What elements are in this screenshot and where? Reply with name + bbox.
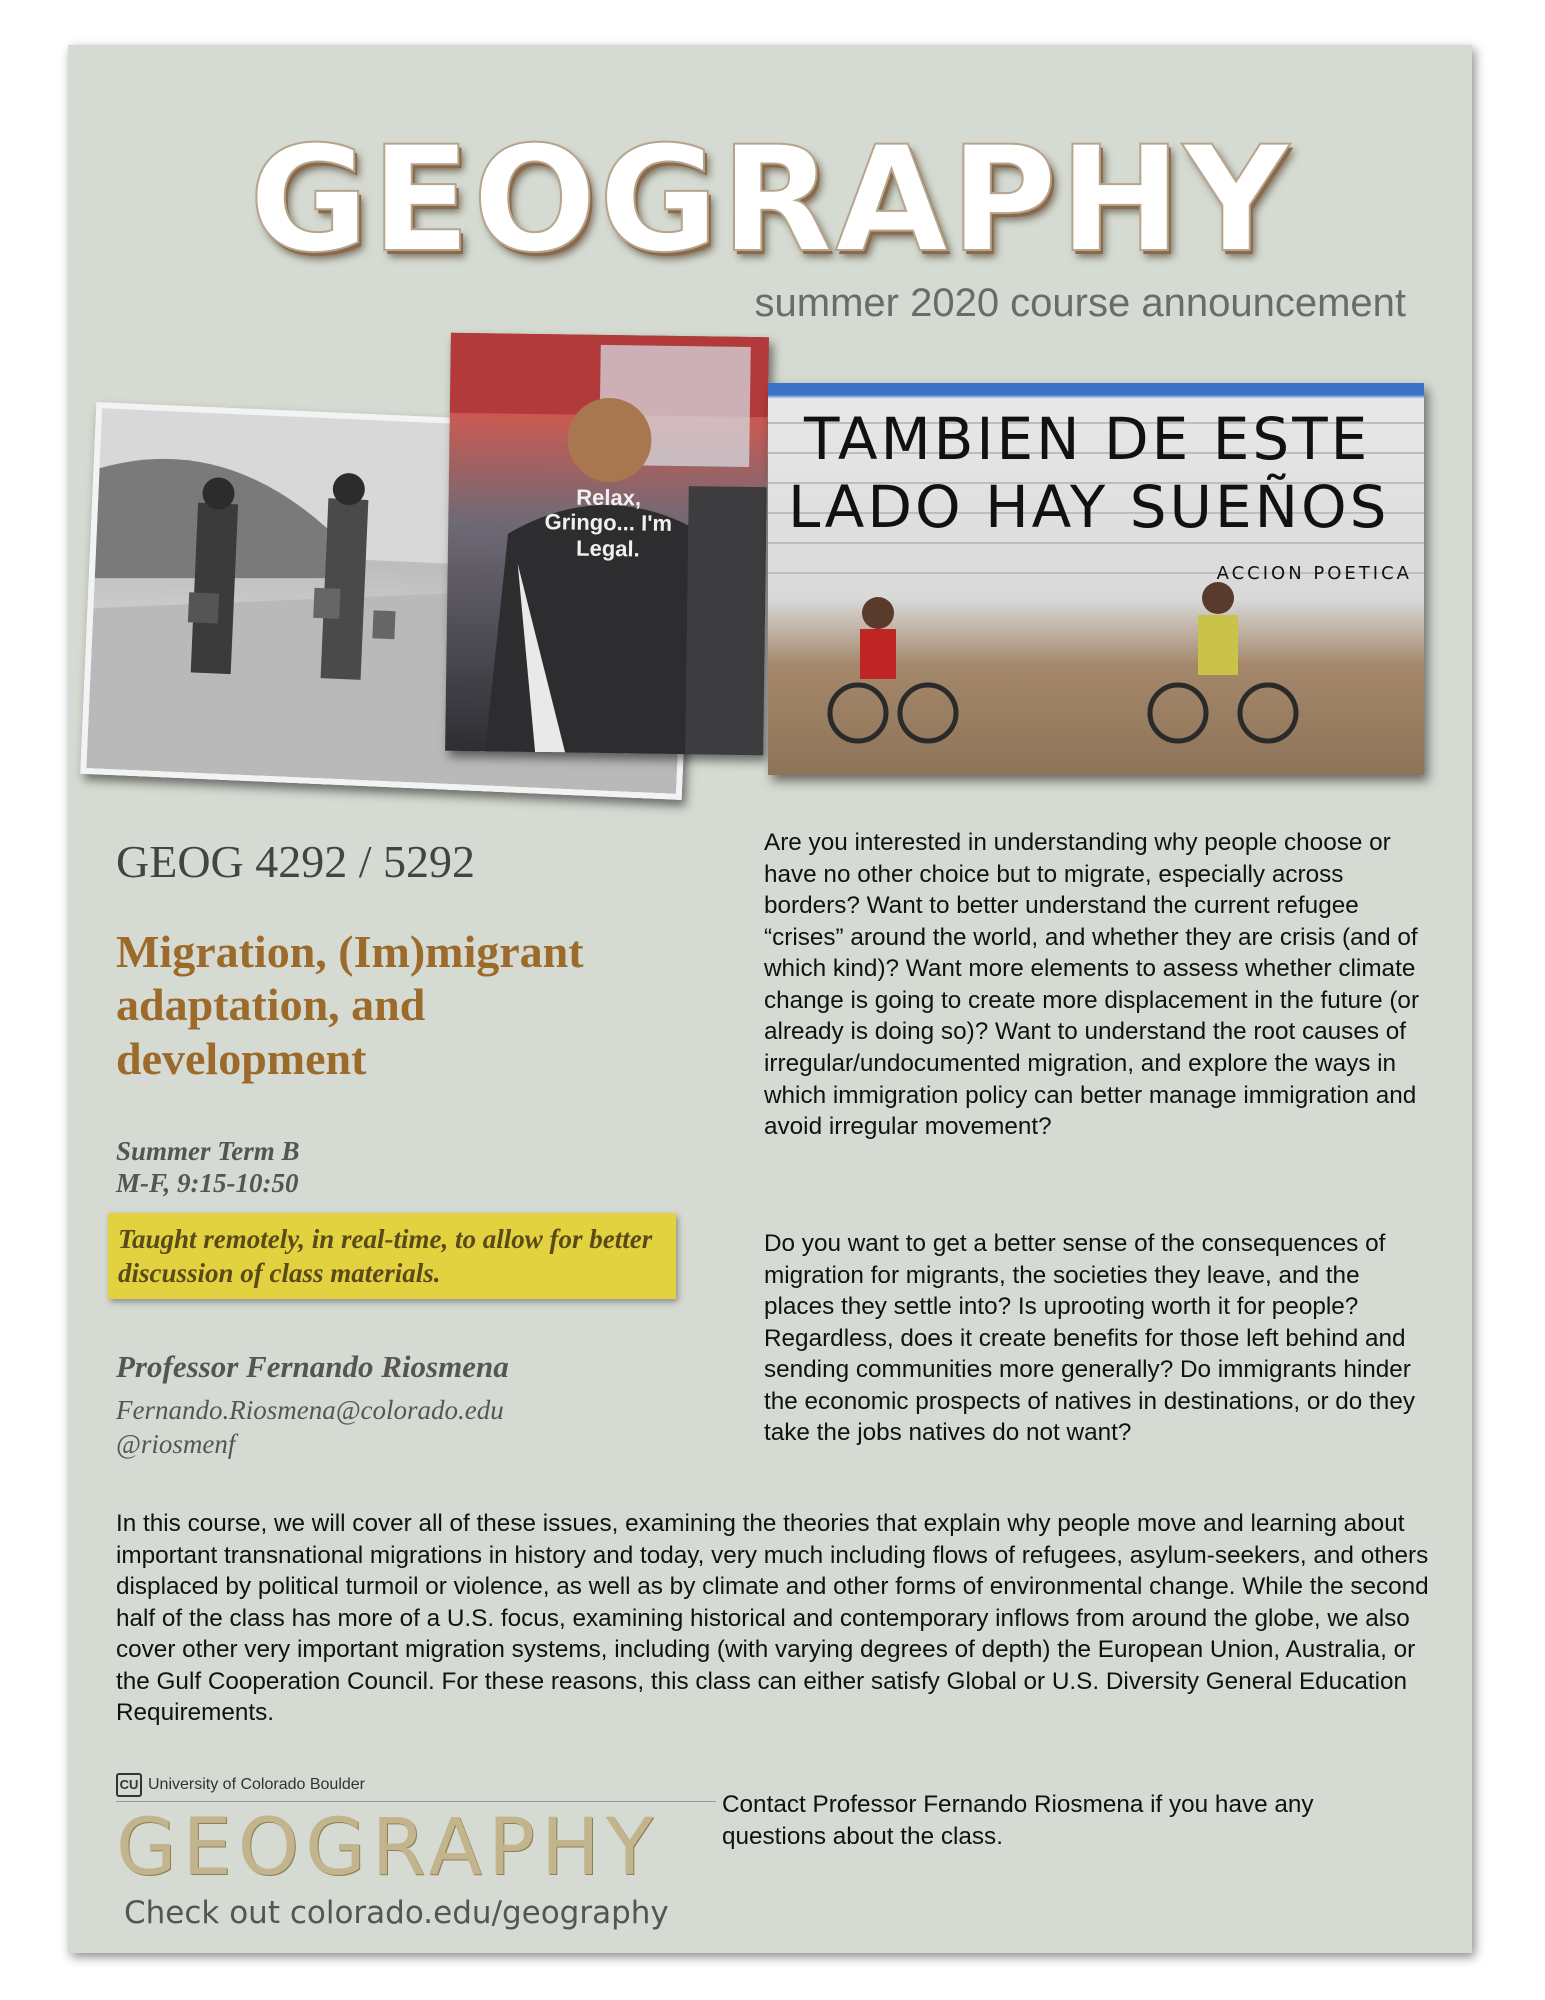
department-logo[interactable] [116, 1773, 716, 1943]
logo-divider [116, 1801, 716, 1802]
wall-graffiti-line-1: TAMBIEN DE ESTE [804, 405, 1371, 473]
course-days-time: M-F, 9:15-10:50 [116, 1168, 299, 1199]
poster [68, 45, 1472, 1953]
department-url[interactable]: Check out colorado.edu/geography [124, 1895, 669, 1931]
course-schedule [116, 1135, 300, 1200]
instructor-email[interactable]: Fernando.Riosmena@colorado.edu [116, 1395, 504, 1425]
contact-paragraph: Contact Professor Fernando Riosmena if you have any questions about the class. [722, 1791, 1314, 1850]
course-term: Summer Term B [116, 1136, 300, 1166]
cu-logo-icon: CU [116, 1773, 142, 1797]
wall-graffiti-line-2: LADO HAY SUEÑOS [788, 473, 1390, 541]
instructor-name: Professor Fernando Riosmena [116, 1349, 509, 1384]
shirt-slogan: Relax, Gringo... I'm Legal. [544, 484, 673, 562]
headline-title: GEOGRAPHY [249, 115, 1291, 285]
border-wall-photo [768, 383, 1424, 775]
course-overview-paragraph: In this course, we will cover all of these issues, examining the theories that explain why people move and learning about important transnational migrations in history and today, very much including flows of refugees, asylum-seekers, and others displaced by political turmoil or violence, as well as by climate and other forms of environmental change. While the second half of the class has more of a U.S. focus, examining historical and contemporary inflows from around the globe, we also cover other very important migration systems, including (with varying degrees of depth) the European Union, Australia, or the Gulf Cooperation Council. For these reasons, this class can either satisfy Global or U.S. Diversity General Education Requirements. [116, 1510, 1429, 1727]
course-title: Migration, (Im)migrant adaptation, and development [116, 926, 584, 1084]
wall-graffiti-tag: ACCION POETICA [1216, 563, 1412, 584]
announcement-subtitle: summer 2020 course announcement [754, 281, 1406, 325]
legal-shirt-photo [445, 333, 769, 755]
delivery-note: Taught remotely, in real-time, to allow for better discussion of class materials. [108, 1213, 676, 1299]
instructor-handle[interactable]: @riosmenf [116, 1429, 236, 1459]
course-code: GEOG 4292 / 5292 [116, 836, 476, 887]
university-line [116, 1773, 365, 1797]
logo-wordmark: GEOGRAPHY [116, 1803, 660, 1893]
intro-paragraph: Are you interested in understanding why people choose or have no other choice but to migrate, especially across borders? Want to better understand the current refugee “crises” around the world, and whether they are crisis (and of which kind)? Want more elements to assess whether climate change is going to create more displacement in the future (or already is doing so)? Want to understand the root causes of irregular/undocumented migration, and explore the ways in which immigration policy can better manage immigration and avoid irregular movement? [764, 829, 1420, 1141]
consequences-paragraph: Do you want to get a better sense of the consequences of migration for migrants, the societies they leave, and the places they settle into? Is uprooting worth it for people? Regardless, does it create benefits for those left behind and sending communities more generally? Do immigrants hinder the economic prospects of natives in destinations, or do they take the jobs natives do not want? [764, 1230, 1415, 1447]
university-name: University of Colorado Boulder [148, 1776, 365, 1794]
